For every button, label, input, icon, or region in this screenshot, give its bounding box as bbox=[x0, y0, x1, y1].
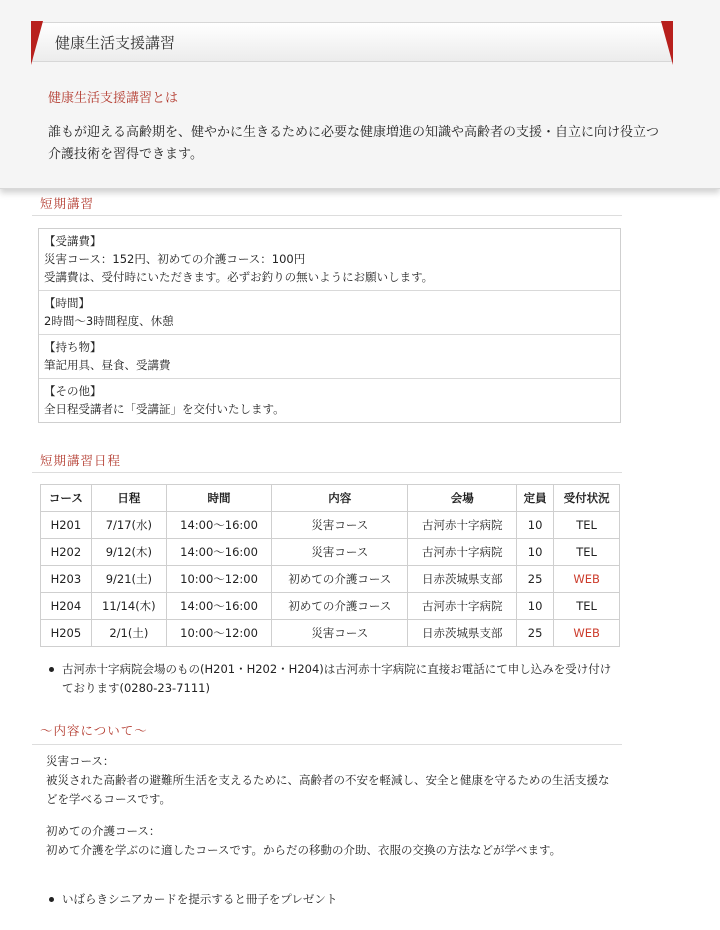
course-capacity: 10 bbox=[517, 512, 554, 539]
reception-status-web-link[interactable]: WEB bbox=[554, 566, 620, 593]
fee-line-1: 災害コース：152円、初めての介護コース：100円 bbox=[44, 252, 306, 266]
schedule-note bbox=[62, 660, 622, 698]
course-capacity: 25 bbox=[517, 566, 554, 593]
care-course-title: 初めての介護コース： bbox=[46, 824, 161, 838]
column-header: コース bbox=[41, 485, 92, 512]
senior-card-note-text: いばらきシニアカードを提示すると冊子をプレゼント bbox=[62, 892, 338, 906]
course-content: 災害コース bbox=[272, 512, 408, 539]
reception-status: TEL bbox=[554, 539, 620, 566]
reception-status-web-link[interactable]: WEB bbox=[554, 620, 620, 647]
column-header: 日程 bbox=[91, 485, 166, 512]
course-code: H201 bbox=[41, 512, 92, 539]
course-date: 11/14(木) bbox=[91, 593, 166, 620]
table-row bbox=[41, 566, 620, 593]
time-text: 2時間～3時間程度、休憩 bbox=[44, 314, 174, 328]
course-time: 14:00～16:00 bbox=[166, 593, 271, 620]
intro-panel bbox=[0, 0, 720, 189]
course-time: 10:00～12:00 bbox=[166, 566, 271, 593]
care-course-text: 初めて介護を学ぶのに適したコースです。からだの移動の介助、衣服の交換の方法などが学べます。 bbox=[46, 843, 562, 857]
care-course-description bbox=[46, 822, 616, 860]
table-header-row bbox=[41, 485, 620, 512]
banner-right-corner bbox=[661, 21, 673, 65]
page-title: 健康生活支援講習 bbox=[55, 34, 176, 52]
course-venue: 日赤茨城県支部 bbox=[408, 620, 517, 647]
disaster-course-title: 災害コース： bbox=[46, 754, 115, 768]
section-divider bbox=[32, 215, 622, 216]
fee-label: 【受講費】 bbox=[44, 234, 102, 248]
items-cell bbox=[39, 335, 620, 379]
course-info-box bbox=[38, 228, 621, 423]
course-content: 初めての介護コース bbox=[272, 593, 408, 620]
course-date: 9/12(木) bbox=[91, 539, 166, 566]
course-time: 14:00～16:00 bbox=[166, 512, 271, 539]
page-title-banner bbox=[32, 22, 672, 62]
column-header: 内容 bbox=[272, 485, 408, 512]
course-date: 7/17(水) bbox=[91, 512, 166, 539]
other-label: 【その他】 bbox=[44, 384, 102, 398]
schedule-heading: 短期講習日程 bbox=[40, 453, 122, 468]
section-divider bbox=[32, 472, 622, 473]
table-row bbox=[41, 539, 620, 566]
table-row bbox=[41, 512, 620, 539]
course-code: H205 bbox=[41, 620, 92, 647]
schedule-note-text: 古河赤十字病院会場のもの(H201・H202・H204)は古河赤十字病院に直接お電話にて申し込みを受け付けております(0280-23-7111) bbox=[62, 662, 612, 695]
course-time: 14:00～16:00 bbox=[166, 539, 271, 566]
column-header: 定員 bbox=[517, 485, 554, 512]
column-header: 会場 bbox=[408, 485, 517, 512]
course-code: H202 bbox=[41, 539, 92, 566]
course-capacity: 10 bbox=[517, 539, 554, 566]
course-venue: 古河赤十字病院 bbox=[408, 539, 517, 566]
short-course-heading: 短期講習 bbox=[40, 196, 95, 211]
course-date: 9/21(土) bbox=[91, 566, 166, 593]
schedule-table bbox=[40, 484, 620, 647]
time-label: 【時間】 bbox=[44, 296, 90, 310]
other-cell bbox=[39, 379, 620, 422]
bullet-icon bbox=[49, 667, 54, 672]
fee-cell bbox=[39, 229, 620, 291]
content-heading: ～内容について～ bbox=[40, 723, 148, 738]
course-venue: 古河赤十字病院 bbox=[408, 512, 517, 539]
course-date: 2/1(土) bbox=[91, 620, 166, 647]
column-header: 時間 bbox=[166, 485, 271, 512]
course-time: 10:00～12:00 bbox=[166, 620, 271, 647]
intro-text: 誰もが迎える高齢期を、健やかに生きるために必要な健康増進の知識や高齢者の支援・自立に向け役立つ介護技術を習得できます。 bbox=[48, 125, 660, 162]
course-venue: 古河赤十字病院 bbox=[408, 593, 517, 620]
course-content: 初めての介護コース bbox=[272, 566, 408, 593]
items-label: 【持ち物】 bbox=[44, 340, 102, 354]
course-code: H204 bbox=[41, 593, 92, 620]
senior-card-note bbox=[62, 890, 622, 909]
fee-line-2: 受講費は、受付時にいただきます。必ずお釣りの無いようにお願いします。 bbox=[44, 270, 434, 284]
disaster-course-text: 被災された高齢者の避難所生活を支えるために、高齢者の不安を軽減し、安全と健康を守るための生活支援などを学べるコースです。 bbox=[46, 773, 610, 806]
table-row bbox=[41, 620, 620, 647]
section-divider bbox=[32, 744, 622, 745]
banner-left-corner bbox=[31, 21, 43, 65]
disaster-course-description bbox=[46, 752, 616, 809]
column-header: 受付状況 bbox=[554, 485, 620, 512]
course-content: 災害コース bbox=[272, 620, 408, 647]
items-text: 筆記用具、昼食、受講費 bbox=[44, 358, 171, 372]
course-capacity: 25 bbox=[517, 620, 554, 647]
reception-status: TEL bbox=[554, 512, 620, 539]
time-cell bbox=[39, 291, 620, 335]
course-capacity: 10 bbox=[517, 593, 554, 620]
other-text: 全日程受講者に「受講証」を交付いたします。 bbox=[44, 402, 285, 416]
course-venue: 日赤茨城県支部 bbox=[408, 566, 517, 593]
intro-heading: 健康生活支援講習とは bbox=[48, 91, 179, 106]
course-content: 災害コース bbox=[272, 539, 408, 566]
bullet-icon bbox=[49, 897, 54, 902]
reception-status: TEL bbox=[554, 593, 620, 620]
course-code: H203 bbox=[41, 566, 92, 593]
table-row bbox=[41, 593, 620, 620]
